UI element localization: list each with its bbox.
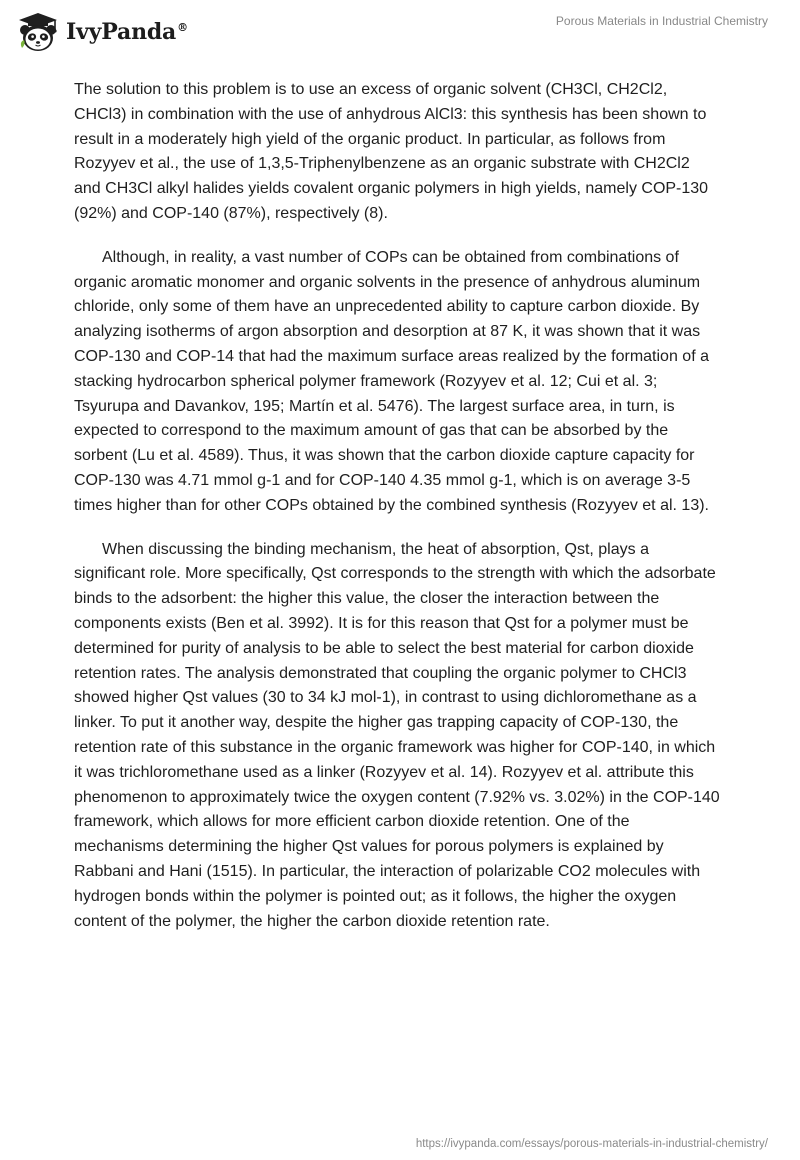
essay-body bbox=[74, 78, 720, 953]
document-title: Porous Materials in Industrial Chemistry bbox=[555, 14, 768, 28]
brand-name: IvyPanda® bbox=[66, 19, 188, 45]
ivypanda-logo[interactable] bbox=[16, 10, 188, 54]
panda-graduate-icon bbox=[16, 10, 60, 54]
paragraph-3: When discussing the binding mechanism, the heat of absorption, Qst, plays a significant role. More specifically, Qst corresponds to the strength with which the adsorbate binds to the adsorbent: the higher this value, the closer the interaction between the components exists (Ben et al. 3992). It is for this reason that Qst for a polymer must be determined for purity of analysis to be able to select the best material for carbon dioxide retention rates. The analysis demonstrated that coupling the organic polymer to CHCl3 showed higher Qst values (30 to 34 kJ mol-1), in contrast to using dichloromethane as a linker. To put it another way, despite the higher gas trapping capacity of COP-130, the retention rate of this substance in the organic framework was higher for COP-140, in which it was trichloromethane used as a linker (Rozyyev et al. 14). Rozyyev et al. attribute this phenomenon to approximately twice the oxygen content (7.92% vs. 3.02%) in the COP-140 framework, which allows for more efficient carbon dioxide retention. One of the mechanisms determining the higher Qst values for porous polymers is explained by Rabbani and Hani (1515). In particular, the interaction of polarizable CO2 molecules with hydrogen bonds within the polymer is pointed out; as it follows, the higher the oxygen content of the polymer, the higher the carbon dioxide retention rate. bbox=[74, 540, 720, 930]
source-url[interactable]: https://ivypanda.com/essays/porous-materials-in-industrial-chemistry/ bbox=[415, 1138, 768, 1150]
paragraph-1: The solution to this problem is to use an excess of organic solvent (CH3Cl, CH2Cl2, CHCl3) in combination with the use of anhydrous AlCl3: this synthesis has been shown to result in a moderately high yield of the organic product. In particular, as follows from Rozyyev et al., the use of 1,3,5-Triphenylbenzene as an organic substrate with CH2Cl2 and CH3Cl alkyl halides yields covalent organic polymers in high yields, namely COP-130 (92%) and COP-140 (87%), respectively (8). bbox=[74, 81, 709, 222]
page-header bbox=[0, 0, 800, 64]
paragraph-2: Although, in reality, a vast number of COPs can be obtained from combinations of organic aromatic monomer and organic solvents in the presence of anhydrous aluminum chloride, only some of them have an unprecedented ability to capture carbon dioxide. By analyzing isotherms of argon absorption and desorption at 87 K, it was shown that it was COP-130 and COP-14 that had the maximum surface areas realized by the formation of a stacking hydrocarbon spherical polymer framework (Rozyyev et al. 12; Cui et al. 3; Tsyurupa and Davankov, 195; Martín et al. 5476). The largest surface area, in turn, is expected to correspond to the maximum amount of gas that can be absorbed by the sorbent (Lu et al. 4589). Thus, it was shown that the carbon dioxide capture capacity for COP-130 was 4.71 mmol g-1 and for COP-140 4.35 mmol g-1, which is on average 3-5 times higher than for other COPs obtained by the combined synthesis (Rozyyev et al. 13). bbox=[74, 248, 709, 514]
registered-mark: ® bbox=[177, 20, 188, 34]
